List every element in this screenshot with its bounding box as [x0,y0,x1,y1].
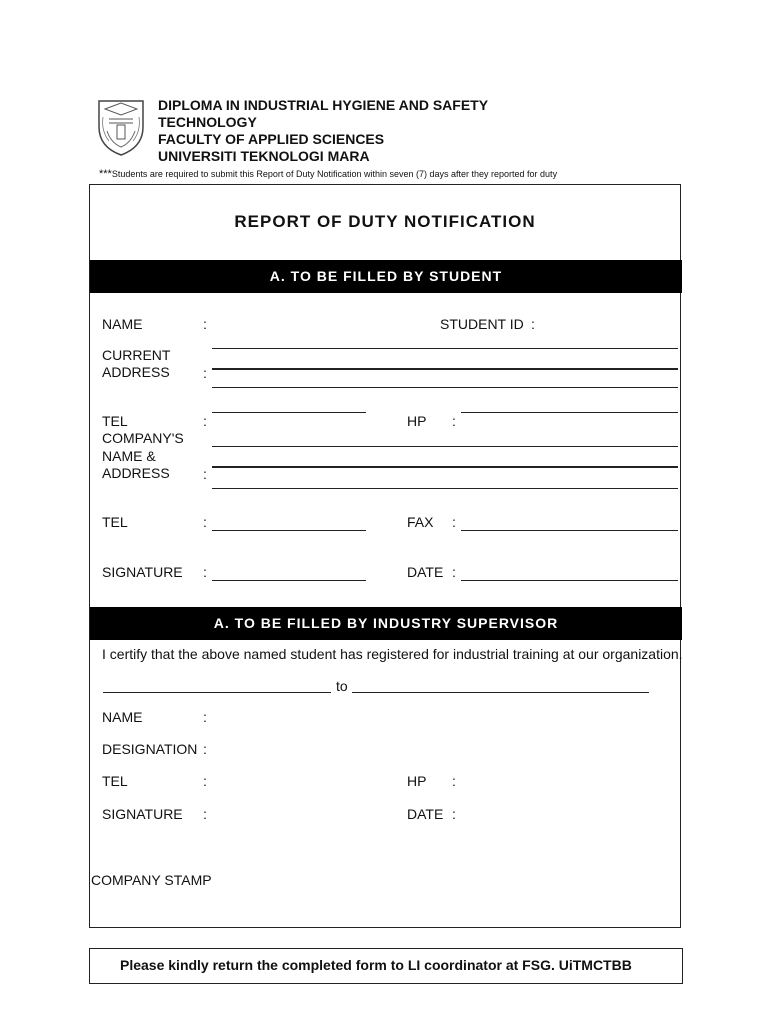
program-title: DIPLOMA IN INDUSTRIAL HYGIENE AND SAFETY [158,97,489,113]
student-signature-line[interactable] [212,580,366,581]
colon: : [203,365,207,381]
colon: : [203,316,207,332]
colon: : [203,466,207,482]
current-label: CURRENT [102,347,171,363]
program-title-cont: TECHNOLOGY [158,114,257,130]
colon: : [203,413,207,429]
to-label: to [336,678,348,694]
company-line-1[interactable] [212,446,678,447]
student-id-label: STUDENT ID [440,316,524,332]
fax-label: FAX [407,514,434,530]
company-label: COMPANY'S [102,430,184,446]
student-name-label: NAME [102,316,143,332]
form-title: REPORT OF DUTY NOTIFICATION [234,212,536,231]
period-end-line[interactable] [352,692,649,693]
colon: : [452,773,456,789]
note-text: Students are required to submit this Report of Duty Notification within seven (7) days after they reported for duty [111,169,558,179]
tel-label: TEL [102,413,128,429]
supervisor-hp-label: HP [407,773,427,789]
address-line-3[interactable] [212,387,678,388]
student-date-label: DATE [407,564,444,580]
student-section-heading: A. TO BE FILLED BY STUDENT [90,260,682,293]
colon: : [531,316,535,332]
colon: : [452,564,456,580]
faculty-name: FACULTY OF APPLIED SCIENCES [158,131,385,147]
supervisor-tel-label: TEL [102,773,128,789]
return-instruction: Please kindly return the completed form to LI coordinator at FSG. UiTMCTBB [120,957,632,973]
fax-line[interactable] [461,530,678,531]
supervisor-date-label: DATE [407,806,444,822]
address-label: ADDRESS [102,364,170,380]
colon: : [452,806,456,822]
company-address-label: ADDRESS [102,465,170,481]
designation-label: DESIGNATION [102,741,198,757]
period-start-line[interactable] [103,692,331,693]
university-logo [95,97,147,157]
company-name-label: NAME & [102,448,156,464]
colon: : [203,514,207,530]
company-stamp-label: COMPANY STAMP [91,872,212,888]
certify-text: I certify that the above named student has registered for industrial training at our organization. [102,646,683,662]
colon: : [203,564,207,580]
submission-note [99,168,557,180]
return-instruction-box [89,948,683,984]
university-name: UNIVERSITI TEKNOLOGI MARA [158,148,370,164]
company-tel-label: TEL [102,514,128,530]
company-tel-line[interactable] [212,530,366,531]
supervisor-signature-label: SIGNATURE [102,806,183,822]
colon: : [203,741,207,757]
hp-field-line[interactable] [461,412,678,413]
address-line-1[interactable] [212,348,678,349]
colon: : [452,413,456,429]
colon: : [203,709,207,725]
colon: : [203,773,207,789]
supervisor-section-heading: A. TO BE FILLED BY INDUSTRY SUPERVISOR [90,607,682,640]
supervisor-name-label: NAME [102,709,143,725]
hp-label: HP [407,413,427,429]
student-signature-label: SIGNATURE [102,564,183,580]
address-line-2[interactable] [212,368,678,370]
tel-field-line[interactable] [212,412,366,413]
student-date-line[interactable] [461,580,678,581]
company-line-2[interactable] [212,466,678,468]
colon: : [203,806,207,822]
company-line-3[interactable] [212,488,678,489]
note-stars: *** [99,168,112,180]
colon: : [452,514,456,530]
